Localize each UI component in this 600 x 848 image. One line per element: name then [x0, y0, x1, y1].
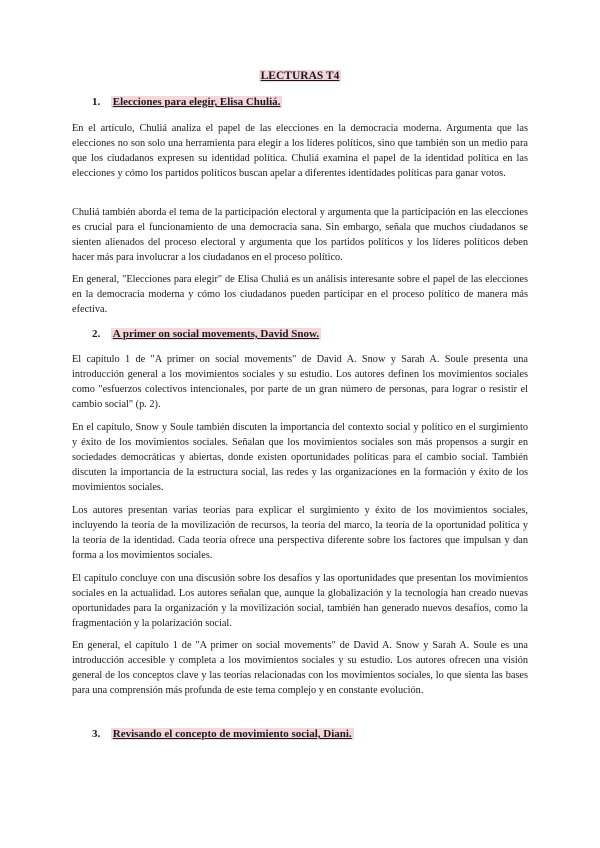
section-number: 1. [92, 96, 101, 108]
paragraph: En el capítulo, Snow y Soule también discuten la importancia del contexto social y político en el surgimiento y éxito de los movimientos sociales. Señalan que los movimientos sociales son más propensos a surgir en sociedades democráticas y abiertas, donde existen oportunidades políticas para el cambio social. También discuten la importancia de la estructura social, las redes y las organizaciones en la formación y éxito de los movimientos sociales. [72, 422, 528, 493]
document-title: LECTURAS T4 [260, 70, 340, 82]
section-heading-3 [92, 728, 354, 740]
section-number: 2. [92, 328, 101, 340]
paragraph: El capítulo concluye con una discusión sobre los desafíos y las oportunidades que presentan los movimientos sociales en la actualidad. Los autores señalan que, aunque la globalización y la tecnología han creado nuevas oportunidades para la organización y la movilización social, también han generado nuevos desafíos, como la fragmentación y la polarización social. [72, 573, 528, 629]
section-title: Elecciones para elegir, Elisa Chuliá. [112, 96, 281, 108]
paragraph: Chuliá también aborda el tema de la participación electoral y argumenta que la participación en las elecciones es crucial para el funcionamiento de una democracia sana. Sin embargo, señala que muchos ciudadanos se sienten alienados del proceso electoral y argumenta que los partidos políticos y los líderes políticos deben hacer más para involucrar a los ciudadanos en el proceso político. [72, 207, 528, 263]
paragraph: En el artículo, Chuliá analiza el papel de las elecciones en la democracia moderna. Argumenta que las elecciones no son solo una herramienta para elegir a los líderes políticos, sino que también son un medio para que los ciudadanos expresen su identidad política. Chuliá examina el papel de la identidad política en las elecciones y cómo los partidos políticos buscan apelar a diferentes identidades políticas para ganar votos. [72, 123, 528, 179]
paragraph: En general, "Elecciones para elegir" de Elisa Chuliá es un análisis interesante sobre el papel de las elecciones en la democracia moderna y cómo los ciudadanos pueden participar en el proceso político de manera más efectiva. [72, 274, 528, 315]
paragraph: En general, el capítulo 1 de "A primer on social movements" de David A. Snow y Sarah A. Soule es una introducción accesible y completa a los movimientos sociales y su estudio. Los autores ofrecen una visión general de los conceptos clave y las teorías relacionadas con los movimientos sociales, lo que sienta las bases para una comprensión más profunda de este tema complejo y en constante evolución. [72, 640, 528, 696]
section-title: A primer on social movements, David Snow. [112, 328, 320, 340]
section-heading-2 [92, 328, 321, 340]
paragraph: El capítulo 1 de "A primer on social movements" de David A. Snow y Sarah A. Soule presenta una introducción general a los movimientos sociales y su estudio. Los autores definen los movimientos sociales como "esfuerzos colectivos intencionales, por parte de un gran número de personas, para lograr o resistir el cambio social" (p. 2). [72, 354, 528, 410]
paragraph: Los autores presentan varias teorías para explicar el surgimiento y éxito de los movimientos sociales, incluyendo la teoría de la movilización de recursos, la teoría del marco, la teoría de la oportunidad política y la teoría de la identidad. Cada teoría ofrece una perspectiva diferente sobre los factores que impulsan y dan forma a los movimientos sociales. [72, 505, 528, 561]
section-heading-1 [92, 96, 282, 108]
section-number: 3. [92, 728, 101, 740]
section-title: Revisando el concepto de movimiento social, Diani. [112, 728, 352, 740]
